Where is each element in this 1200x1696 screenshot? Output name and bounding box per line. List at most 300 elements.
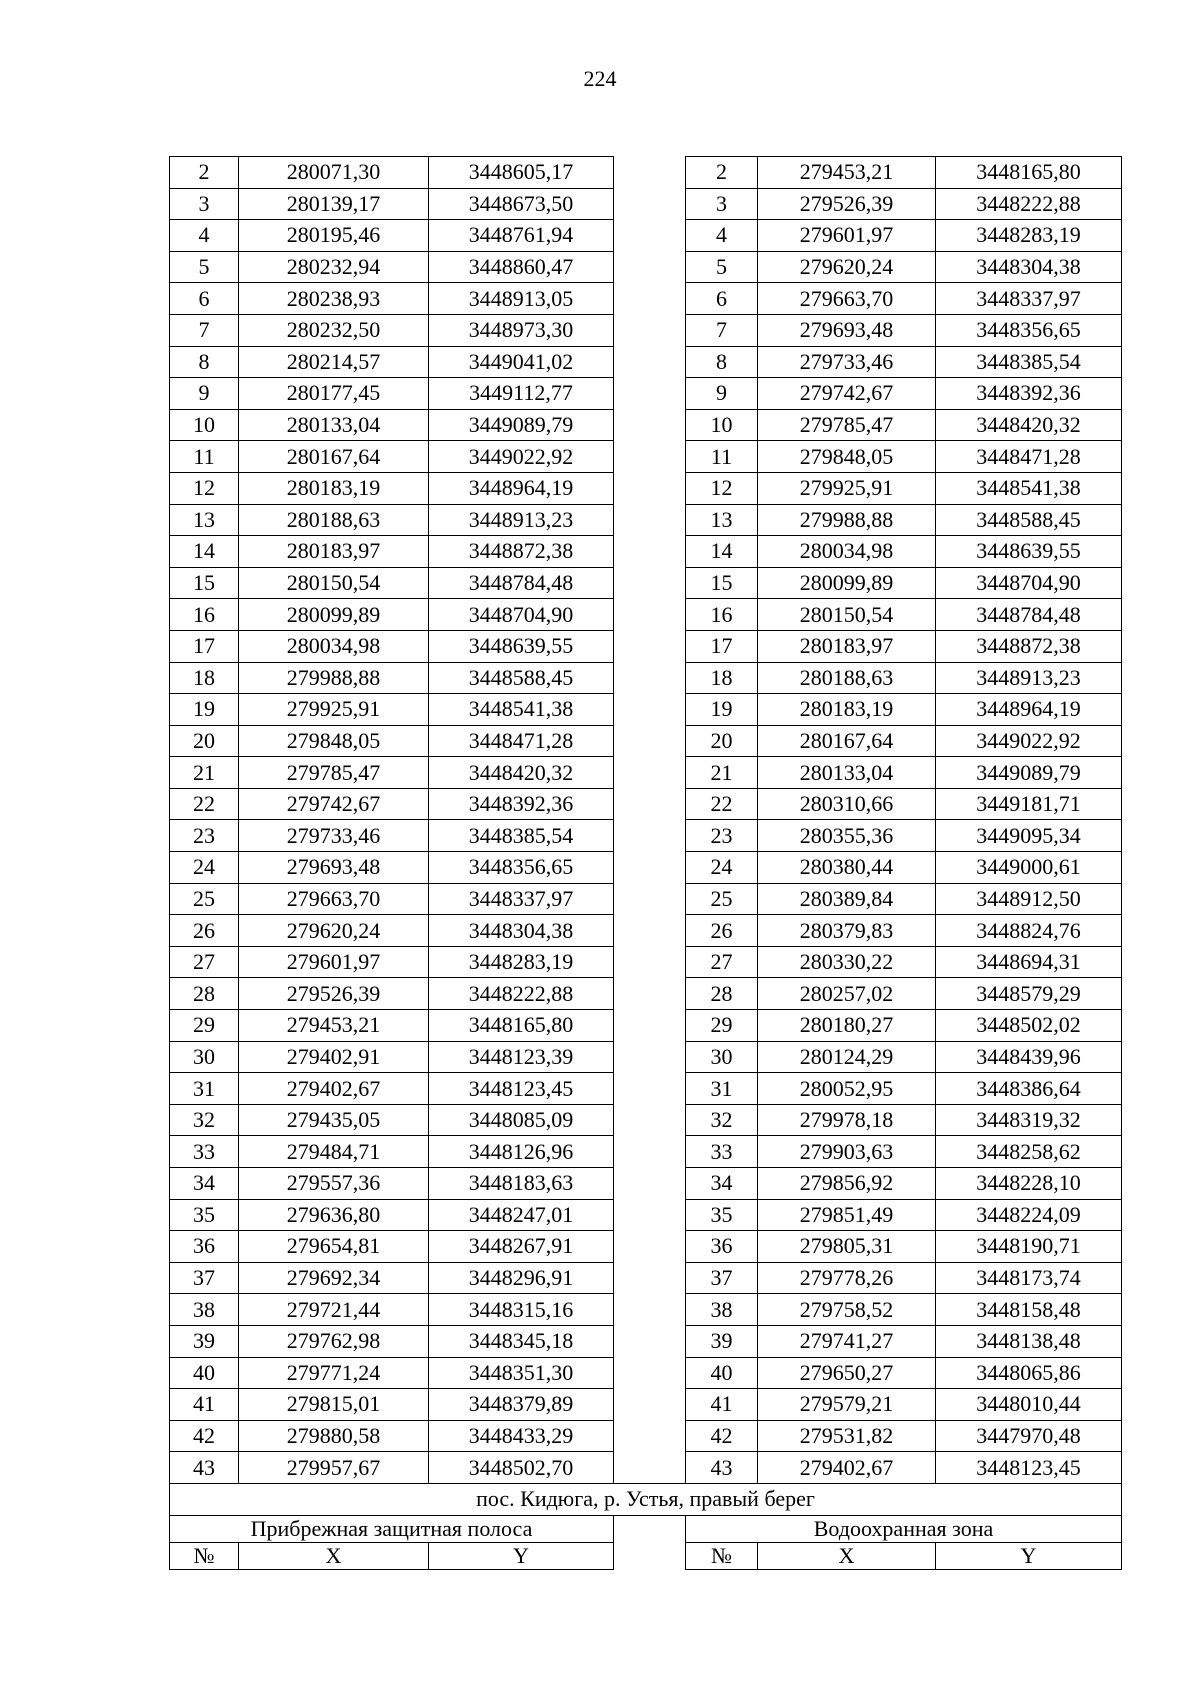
table-row [170,536,1122,568]
column-gap [614,788,686,820]
right-y-value: 3448824,76 [936,915,1122,947]
right-point-number: 11 [686,441,758,473]
right-x-value: 280099,89 [758,567,936,599]
table-row [170,251,1122,283]
left-y-value: 3448222,88 [429,978,614,1010]
left-x-value: 280150,54 [239,567,429,599]
right-x-value: 279988,88 [758,504,936,536]
right-x-value: 280052,95 [758,1073,936,1105]
left-y-value: 3448860,47 [429,251,614,283]
left-point-number: 20 [170,725,239,757]
left-y-value: 3448296,91 [429,1262,614,1294]
table-row [170,1104,1122,1136]
column-gap [614,1542,686,1569]
left-x-value: 279654,81 [239,1231,429,1263]
right-x-value: 279851,49 [758,1199,936,1231]
left-point-number: 23 [170,820,239,852]
right-point-number: 17 [686,630,758,662]
right-x-value: 279693,48 [758,314,936,346]
right-y-value: 3448228,10 [936,1168,1122,1200]
left-x-value: 279692,34 [239,1262,429,1294]
right-point-number: 41 [686,1389,758,1421]
left-y-value: 3448126,96 [429,1136,614,1168]
left-x-value: 280195,46 [239,220,429,252]
right-x-value: 279601,97 [758,220,936,252]
left-x-value: 280214,57 [239,346,429,378]
column-gap [614,1325,686,1357]
column-gap [614,915,686,947]
right-point-number: 6 [686,283,758,315]
left-point-number: 11 [170,441,239,473]
table-row [170,1231,1122,1263]
right-y-value: 3448694,31 [936,946,1122,978]
left-x-value: 279636,80 [239,1199,429,1231]
left-x-value: 279484,71 [239,1136,429,1168]
right-y-value: 3448173,74 [936,1262,1122,1294]
left-y-header: Y [429,1542,614,1569]
column-gap [614,283,686,315]
left-point-number: 4 [170,220,239,252]
left-group-title: Прибрежная защитная полоса [170,1515,614,1542]
right-point-number: 43 [686,1452,758,1484]
left-point-number: 6 [170,283,239,315]
right-point-number: 4 [686,220,758,252]
right-y-value: 3448704,90 [936,567,1122,599]
left-y-value: 3448267,91 [429,1231,614,1263]
left-x-value: 279762,98 [239,1325,429,1357]
right-y-value: 3448190,71 [936,1231,1122,1263]
right-point-number: 23 [686,820,758,852]
column-header-row [170,1542,1122,1569]
right-y-value: 3448639,55 [936,536,1122,568]
right-x-value: 279856,92 [758,1168,936,1200]
left-x-value: 279880,58 [239,1420,429,1452]
column-gap [614,220,686,252]
right-x-value: 280389,84 [758,883,936,915]
left-x-value: 279663,70 [239,883,429,915]
section-title-row [170,1483,1122,1515]
right-x-value: 279778,26 [758,1262,936,1294]
table-row [170,852,1122,884]
left-point-number: 9 [170,378,239,410]
left-x-value: 279771,24 [239,1357,429,1389]
right-point-number: 3 [686,188,758,220]
left-x-value: 279785,47 [239,757,429,789]
right-x-value: 279742,67 [758,378,936,410]
coordinates-table-body [170,157,1122,1484]
right-x-value: 279848,05 [758,441,936,473]
column-gap [614,725,686,757]
right-x-value: 280310,66 [758,788,936,820]
table-row [170,504,1122,536]
left-y-value: 3448673,50 [429,188,614,220]
right-x-value: 279758,52 [758,1294,936,1326]
left-point-number: 10 [170,409,239,441]
column-gap [614,1073,686,1105]
left-x-value: 280167,64 [239,441,429,473]
right-x-value: 280183,97 [758,630,936,662]
table-row [170,883,1122,915]
left-point-number: 21 [170,757,239,789]
right-x-value: 280379,83 [758,915,936,947]
left-x-value: 279925,91 [239,694,429,726]
left-point-number: 26 [170,915,239,947]
left-x-header: X [239,1542,429,1569]
table-row [170,1168,1122,1200]
left-x-value: 280071,30 [239,157,429,189]
left-point-number: 34 [170,1168,239,1200]
left-point-number: 16 [170,599,239,631]
right-point-number: 35 [686,1199,758,1231]
right-y-value: 3448579,29 [936,978,1122,1010]
left-y-value: 3448123,45 [429,1073,614,1105]
right-x-value: 279526,39 [758,188,936,220]
column-gap [614,978,686,1010]
column-gap [614,1294,686,1326]
column-gap [614,630,686,662]
right-point-number: 39 [686,1325,758,1357]
column-gap [614,1168,686,1200]
left-x-value: 280183,97 [239,536,429,568]
left-x-value: 279721,44 [239,1294,429,1326]
right-point-number: 18 [686,662,758,694]
table-row [170,662,1122,694]
table-row [170,1073,1122,1105]
right-y-value: 3448964,19 [936,694,1122,726]
left-y-value: 3448247,01 [429,1199,614,1231]
left-point-number: 42 [170,1420,239,1452]
right-y-value: 3449089,79 [936,757,1122,789]
right-point-number: 5 [686,251,758,283]
coordinates-table-container [169,156,1121,1570]
left-x-value: 279402,91 [239,1041,429,1073]
table-row [170,820,1122,852]
column-gap [614,251,686,283]
left-x-value: 280183,19 [239,472,429,504]
right-x-value: 280355,36 [758,820,936,852]
column-gap [614,409,686,441]
right-x-value: 280380,44 [758,852,936,884]
right-point-number: 7 [686,314,758,346]
column-gap [614,441,686,473]
table-row [170,157,1122,189]
coordinates-table [169,156,1122,1570]
right-point-number: 24 [686,852,758,884]
column-gap [614,946,686,978]
left-point-number: 43 [170,1452,239,1484]
left-x-value: 279742,67 [239,788,429,820]
right-point-number: 22 [686,788,758,820]
column-gap [614,1420,686,1452]
column-gap [614,883,686,915]
right-y-value: 3448065,86 [936,1357,1122,1389]
right-y-value: 3449181,71 [936,788,1122,820]
left-y-value: 3448379,89 [429,1389,614,1421]
left-y-value: 3448337,97 [429,883,614,915]
right-point-number: 31 [686,1073,758,1105]
right-y-value: 3448588,45 [936,504,1122,536]
left-y-value: 3449112,77 [429,378,614,410]
left-y-value: 3448502,70 [429,1452,614,1484]
table-row [170,346,1122,378]
left-x-value: 279848,05 [239,725,429,757]
right-y-value: 3449022,92 [936,725,1122,757]
right-point-number: 16 [686,599,758,631]
right-y-value: 3448222,88 [936,188,1122,220]
left-y-value: 3448913,23 [429,504,614,536]
column-gap [614,1136,686,1168]
left-x-value: 280034,98 [239,630,429,662]
right-y-value: 3448784,48 [936,599,1122,631]
left-y-value: 3448123,39 [429,1041,614,1073]
left-point-number: 35 [170,1199,239,1231]
left-x-value: 280232,50 [239,314,429,346]
left-y-value: 3449041,02 [429,346,614,378]
left-point-number: 18 [170,662,239,694]
table-row [170,946,1122,978]
right-y-value: 3448913,23 [936,662,1122,694]
left-y-value: 3448964,19 [429,472,614,504]
column-gap [614,1262,686,1294]
column-gap [614,314,686,346]
right-y-value: 3448337,97 [936,283,1122,315]
left-y-value: 3449022,92 [429,441,614,473]
right-point-number: 2 [686,157,758,189]
column-gap [614,662,686,694]
right-x-value: 280133,04 [758,757,936,789]
right-point-number: 32 [686,1104,758,1136]
right-x-value: 279925,91 [758,472,936,504]
right-point-number: 38 [686,1294,758,1326]
right-point-number: 37 [686,1262,758,1294]
right-y-value: 3448439,96 [936,1041,1122,1073]
table-row [170,472,1122,504]
column-gap [614,1357,686,1389]
column-gap [614,820,686,852]
right-x-value: 279531,82 [758,1420,936,1452]
left-x-value: 280238,93 [239,283,429,315]
left-point-number: 37 [170,1262,239,1294]
left-point-number: 29 [170,1010,239,1042]
left-y-value: 3448872,38 [429,536,614,568]
column-gap [614,536,686,568]
right-x-value: 279805,31 [758,1231,936,1263]
left-y-value: 3448420,32 [429,757,614,789]
left-x-value: 279620,24 [239,915,429,947]
left-y-value: 3448433,29 [429,1420,614,1452]
right-x-value: 279620,24 [758,251,936,283]
right-x-value: 279402,67 [758,1452,936,1484]
table-row [170,409,1122,441]
left-point-number: 24 [170,852,239,884]
column-gap [614,1389,686,1421]
right-y-header: Y [936,1542,1122,1569]
table-row [170,314,1122,346]
right-y-value: 3448392,36 [936,378,1122,410]
right-y-value: 3448304,38 [936,251,1122,283]
right-point-number: 29 [686,1010,758,1042]
table-row [170,1294,1122,1326]
left-x-value: 279453,21 [239,1010,429,1042]
table-row [170,694,1122,726]
table-row [170,1420,1122,1452]
left-y-value: 3449089,79 [429,409,614,441]
right-x-value: 280183,19 [758,694,936,726]
left-y-value: 3448345,18 [429,1325,614,1357]
left-y-value: 3448183,63 [429,1168,614,1200]
section-title: пос. Кидюга, р. Устья, правый берег [170,1483,1122,1515]
left-point-number: 3 [170,188,239,220]
left-y-value: 3448605,17 [429,157,614,189]
left-y-value: 3448471,28 [429,725,614,757]
table-row [170,1262,1122,1294]
left-y-value: 3448639,55 [429,630,614,662]
group-title-row [170,1515,1122,1542]
column-gap [614,346,686,378]
right-y-value: 3448385,54 [936,346,1122,378]
right-point-number: 27 [686,946,758,978]
left-point-number: 7 [170,314,239,346]
right-y-value: 3448319,32 [936,1104,1122,1136]
right-y-value: 3448471,28 [936,441,1122,473]
table-row [170,1010,1122,1042]
right-y-value: 3448386,64 [936,1073,1122,1105]
table-row [170,1452,1122,1484]
section-header-block [170,1483,1122,1569]
right-x-value: 279733,46 [758,346,936,378]
right-x-value: 279579,21 [758,1389,936,1421]
table-row [170,630,1122,662]
column-gap [614,1452,686,1484]
table-row [170,1041,1122,1073]
left-y-value: 3448085,09 [429,1104,614,1136]
right-point-number: 40 [686,1357,758,1389]
right-point-number: 33 [686,1136,758,1168]
column-gap [614,378,686,410]
right-x-value: 280330,22 [758,946,936,978]
left-y-value: 3448283,19 [429,946,614,978]
left-x-value: 279815,01 [239,1389,429,1421]
left-y-value: 3448304,38 [429,915,614,947]
left-point-number: 32 [170,1104,239,1136]
right-point-number: 28 [686,978,758,1010]
right-y-value: 3448420,32 [936,409,1122,441]
left-y-value: 3448913,05 [429,283,614,315]
column-gap [614,157,686,189]
right-point-number: 14 [686,536,758,568]
left-y-value: 3448784,48 [429,567,614,599]
left-y-value: 3448704,90 [429,599,614,631]
right-y-value: 3448502,02 [936,1010,1122,1042]
left-y-value: 3448588,45 [429,662,614,694]
left-point-number: 5 [170,251,239,283]
table-row [170,978,1122,1010]
table-row [170,1136,1122,1168]
right-x-value: 280180,27 [758,1010,936,1042]
left-x-value: 279733,46 [239,820,429,852]
left-point-number: 28 [170,978,239,1010]
right-x-value: 279741,27 [758,1325,936,1357]
right-point-number: 36 [686,1231,758,1263]
right-group-title: Водоохранная зона [686,1515,1122,1542]
right-point-number: 21 [686,757,758,789]
table-row [170,1389,1122,1421]
table-row [170,788,1122,820]
right-x-value: 279903,63 [758,1136,936,1168]
column-gap [614,694,686,726]
table-row [170,725,1122,757]
column-gap [614,472,686,504]
left-y-value: 3448356,65 [429,852,614,884]
right-y-value: 3448541,38 [936,472,1122,504]
table-row [170,1325,1122,1357]
left-y-value: 3448351,30 [429,1357,614,1389]
right-point-number: 26 [686,915,758,947]
left-y-value: 3448761,94 [429,220,614,252]
left-x-value: 279957,67 [239,1452,429,1484]
right-x-value: 279785,47 [758,409,936,441]
column-gap [614,1231,686,1263]
left-point-number: 31 [170,1073,239,1105]
right-x-value: 280034,98 [758,536,936,568]
table-row [170,1357,1122,1389]
right-y-value: 3448224,09 [936,1199,1122,1231]
left-x-value: 280232,94 [239,251,429,283]
right-point-number: 12 [686,472,758,504]
left-y-value: 3448315,16 [429,1294,614,1326]
left-x-value: 279988,88 [239,662,429,694]
left-x-value: 280099,89 [239,599,429,631]
column-gap [614,567,686,599]
column-gap [614,1199,686,1231]
right-y-value: 3447970,48 [936,1420,1122,1452]
right-y-value: 3449000,61 [936,852,1122,884]
right-point-number: 8 [686,346,758,378]
table-row [170,378,1122,410]
right-x-value: 280257,02 [758,978,936,1010]
right-y-value: 3448356,65 [936,314,1122,346]
right-y-value: 3449095,34 [936,820,1122,852]
left-point-number: 19 [170,694,239,726]
left-y-value: 3448392,36 [429,788,614,820]
left-number-header: № [170,1542,239,1569]
right-x-value: 279453,21 [758,157,936,189]
left-x-value: 280177,45 [239,378,429,410]
right-point-number: 34 [686,1168,758,1200]
column-gap [614,757,686,789]
right-x-header: X [758,1542,936,1569]
right-x-value: 280124,29 [758,1041,936,1073]
right-number-header: № [686,1542,758,1569]
column-gap [614,504,686,536]
left-point-number: 30 [170,1041,239,1073]
left-point-number: 41 [170,1389,239,1421]
left-point-number: 40 [170,1357,239,1389]
left-point-number: 17 [170,630,239,662]
table-row [170,599,1122,631]
right-point-number: 25 [686,883,758,915]
left-x-value: 280139,17 [239,188,429,220]
right-y-value: 3448872,38 [936,630,1122,662]
right-y-value: 3448912,50 [936,883,1122,915]
left-point-number: 22 [170,788,239,820]
table-row [170,1199,1122,1231]
left-x-value: 280188,63 [239,504,429,536]
column-gap [614,1010,686,1042]
right-point-number: 42 [686,1420,758,1452]
right-y-value: 3448123,45 [936,1452,1122,1484]
left-point-number: 14 [170,536,239,568]
